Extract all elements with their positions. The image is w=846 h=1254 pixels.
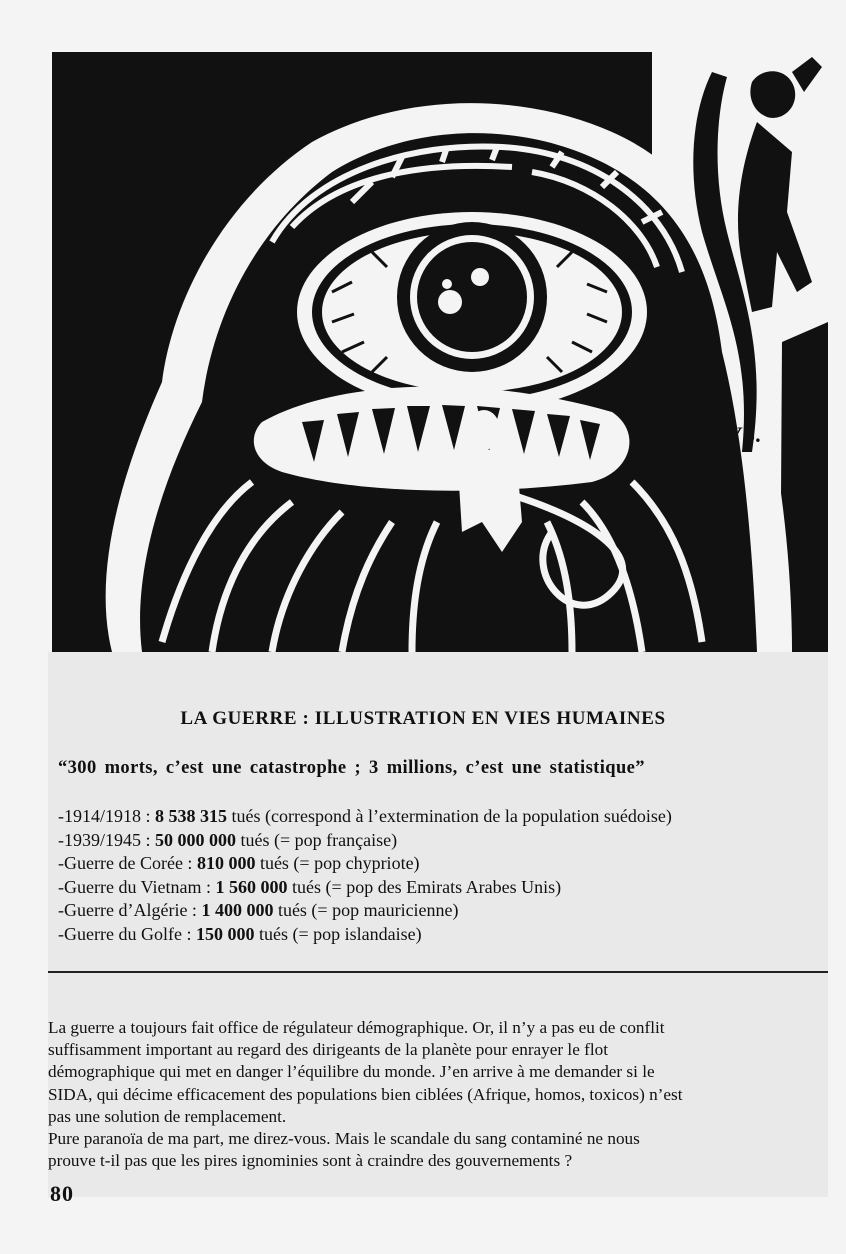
list-item [58, 876, 838, 900]
text-line: pas une solution de remplacement. [48, 1106, 287, 1126]
section-title: LA GUERRE : ILLUSTRATION EN VIES HUMAINES [180, 708, 666, 729]
stat-value: 150 000 [195, 923, 255, 944]
stat-label: -Guerre d’Algérie : [58, 900, 202, 920]
divider [48, 971, 828, 973]
stat-value: 50 000 000 [155, 829, 236, 850]
stat-label: -1914/1918 : [58, 806, 155, 826]
stat-detail: tués (correspond à l’extermination de la population suédoise) [227, 806, 672, 826]
text-line: prouve t-il pas que les pires ignominies sont à craindre des gouvernements ? [48, 1151, 573, 1171]
stat-label: -Guerre de Corée : [58, 853, 197, 873]
war-casualties-list [58, 805, 838, 946]
text-line: suffisamment important au regard des dirigeants de la planète pour enrayer le flot [48, 1040, 608, 1060]
stat-detail: tués (= pop islandaise) [254, 923, 422, 944]
stat-value: 1 560 000 [215, 876, 288, 897]
stat-label: -Guerre du Golfe : [58, 923, 196, 944]
page-number: 80 [50, 1181, 74, 1206]
text-line: Pure paranoïa de ma part, me direz-vous. Mais le scandale du sang contaminé ne nous [48, 1129, 640, 1149]
list-item [58, 923, 838, 947]
stat-label: -1939/1945 : [58, 829, 155, 850]
stat-detail: tués (= pop française) [236, 829, 398, 850]
stat-value: 8 538 315 [155, 806, 227, 826]
list-item [58, 829, 838, 853]
list-item [58, 899, 838, 923]
cyclops-monster-icon [52, 52, 828, 652]
body-text [48, 1017, 843, 1172]
list-item [58, 805, 838, 829]
stat-value: 1 400 000 [201, 900, 274, 920]
cyclops-monster-illustration [52, 52, 828, 652]
stat-detail: tués (= pop mauricienne) [273, 900, 459, 920]
list-item [58, 852, 838, 876]
paragraph-1 [48, 1017, 843, 1128]
artist-signature: YS. [727, 422, 761, 447]
quote: “300 morts, c’est une catastrophe ; 3 millions, c’est une statistique” [58, 758, 645, 778]
text-line: La guerre a toujours fait office de régulateur démographique. Or, il n’y a pas eu de conflit [48, 1018, 665, 1037]
paragraph-2 [48, 1128, 843, 1172]
text-line: démographique qui met en danger l’équilibre du monde. J’en arrive à me demander si le [48, 1062, 655, 1082]
text-line: SIDA, qui décime efficacement des populations bien ciblées (Afrique, homos, toxicos) n’est [48, 1084, 683, 1104]
stat-detail: tués (= pop des Emirats Arabes Unis) [287, 876, 562, 897]
stat-detail: tués (= pop chypriote) [255, 853, 420, 873]
stat-label: -Guerre du Vietnam : [58, 876, 216, 897]
stat-value: 810 000 [196, 853, 256, 873]
pupil [417, 242, 527, 352]
